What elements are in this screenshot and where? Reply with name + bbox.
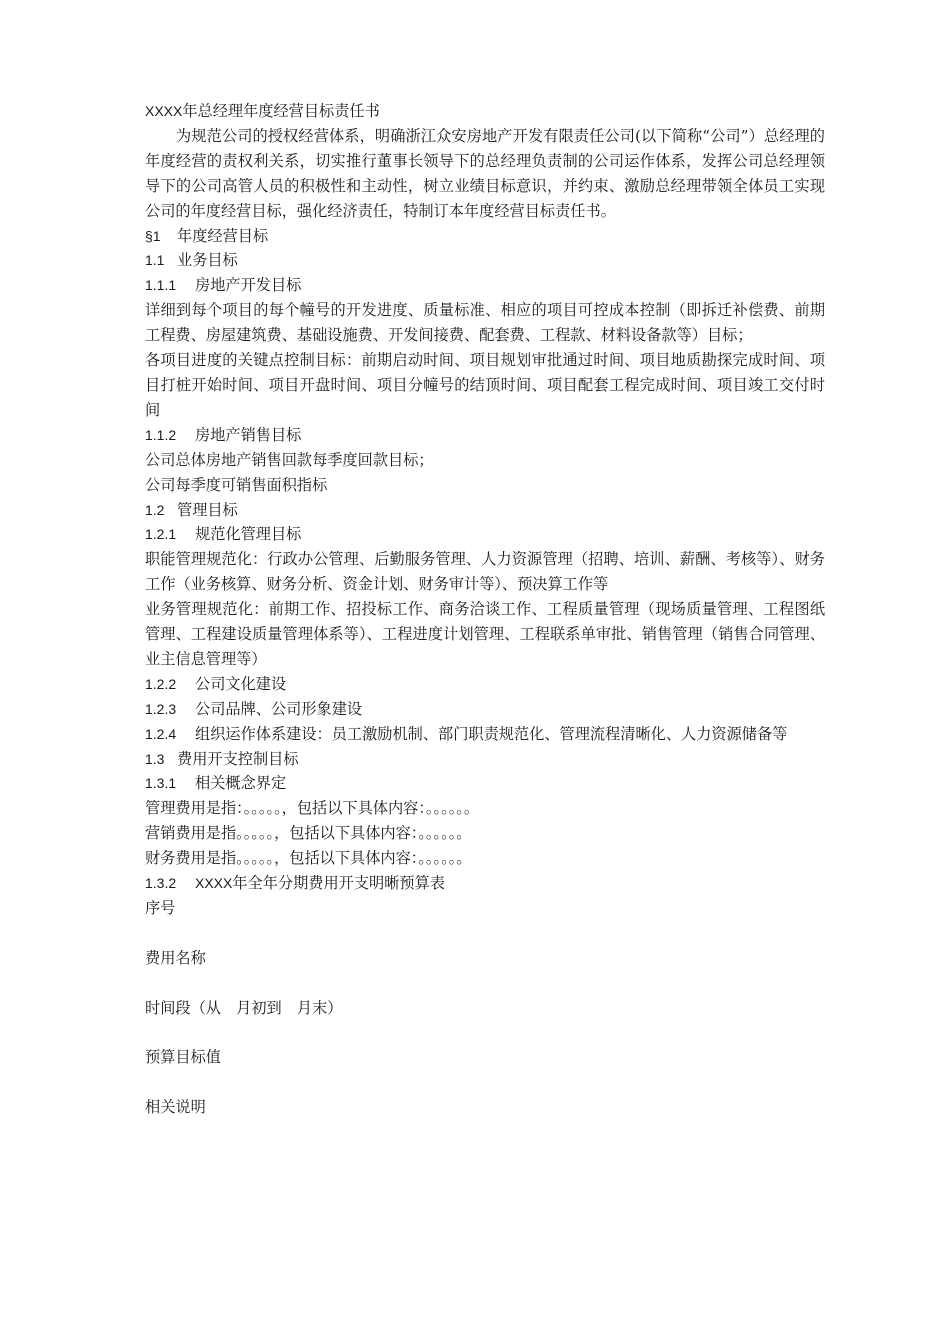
table-header-label: 预算目标值 xyxy=(145,1048,221,1067)
section-title: 管理目标 xyxy=(177,500,238,519)
table-header-label: 费用名称 xyxy=(145,948,206,967)
subsection-heading xyxy=(145,722,825,747)
subsection-heading xyxy=(145,423,825,448)
section-title: 公司品牌、公司形象建设 xyxy=(195,699,363,718)
section-number: 1.3.1 xyxy=(145,775,177,792)
section-number: 1.3.2 xyxy=(145,875,177,892)
subsection-heading xyxy=(145,871,825,896)
subsection-heading xyxy=(145,672,825,697)
definition-line: 营销费用是指。。。。。，包括以下具体内容：。。。。。。 xyxy=(145,824,472,843)
section-number: 1.2.1 xyxy=(145,526,177,543)
section-number: 1.1.2 xyxy=(145,426,177,443)
subsection-heading xyxy=(145,747,825,772)
section-number: 1.2 xyxy=(145,501,165,518)
section-title: 组织运作体系建设：员工激励机制、部门职责规范化、管理流程清晰化、人力资源储备等 xyxy=(195,724,788,743)
table-header-label: 时间段（从 月初到 月末） xyxy=(145,998,343,1017)
section-number: 1.2.2 xyxy=(145,675,177,692)
subsection-heading xyxy=(145,771,825,796)
section-number: §1 xyxy=(145,227,161,244)
section-heading xyxy=(145,224,825,249)
definition-line: 财务费用是指。。。。。，包括以下具体内容：。。。。。。 xyxy=(145,849,472,868)
section-title: 公司文化建设 xyxy=(195,674,287,693)
subsection-heading xyxy=(145,248,825,273)
table-header-label: 序号 xyxy=(145,899,176,917)
table-header-label: 相关说明 xyxy=(145,1098,206,1117)
subsection-heading xyxy=(145,522,825,547)
section-number: 1.1 xyxy=(145,252,165,269)
section-title: 费用开支控制目标 xyxy=(177,749,299,768)
body-paragraph: 详细到每个项目的每个幢号的开发进度、质量标准、相应的项目可控成本控制（即拆迁补偿费、前期工程费、房屋建筑费、基础设施费、开发间接费、配套费、工程款、材料设备款等）目标； xyxy=(145,301,825,345)
title-code: XXXX xyxy=(145,103,183,119)
section-number: 1.1.1 xyxy=(145,277,177,294)
body-paragraph: 公司总体房地产销售回款每季度回款目标； xyxy=(145,450,434,469)
subsection-heading xyxy=(145,498,825,523)
body-paragraph: 各项目进度的关键点控制目标：前期启动时间、项目规划审批通过时间、项目地质勘探完成时间、项目打桩开始时间、项目开盘时间、项目分幢号的结顶时间、项目配套工程完成时间、项目竣工交付时间 xyxy=(145,351,825,419)
section-number: 1.2.3 xyxy=(145,700,177,717)
section-title: 规范化管理目标 xyxy=(195,525,302,544)
year-code: XXXX xyxy=(195,875,233,892)
body-paragraph: 业务管理规范化：前期工作、招投标工作、商务洽谈工作、工程质量管理（现场质量管理、工程图纸管理、工程建设质量管理体系等）、工程进度计划管理、工程联系单审批、销售管理（销售合同管理、业主信息管理等） xyxy=(145,600,825,668)
section-title: 年全年分期费用开支明晰预算表 xyxy=(232,874,445,893)
section-title: 年度经营目标 xyxy=(177,226,269,245)
body-paragraph: 职能管理规范化：行政办公管理、后勤服务管理、人力资源管理（招聘、培训、薪酬、考核等）、财务工作（业务核算、财务分析、资金计划、财务审计等）、预决算工作等 xyxy=(145,550,825,594)
subsection-heading xyxy=(145,273,825,298)
definition-line: 管理费用是指：。。。。。，包括以下具体内容：。。。。。。 xyxy=(145,799,480,818)
section-title: 相关概念界定 xyxy=(195,774,287,793)
document-title xyxy=(145,99,825,124)
subsection-heading xyxy=(145,697,825,722)
section-title: 房地产销售目标 xyxy=(195,425,302,444)
section-number: 1.2.4 xyxy=(145,725,177,742)
body-paragraph: 公司每季度可销售面积指标 xyxy=(145,475,328,494)
section-title: 房地产开发目标 xyxy=(195,276,302,295)
title-text: 年总经理年度经营目标责任书 xyxy=(182,102,380,120)
section-number: 1.3 xyxy=(145,750,165,767)
document-page xyxy=(145,99,825,1145)
section-title: 业务目标 xyxy=(177,251,238,270)
intro-paragraph: 为规范公司的授权经营体系，明确浙江众安房地产开发有限责任公司(以下简称“公司”）总经理的年度经营的责权利关系，切实推行董事长领导下的总经理负责制的公司运作体系，发挥公司总经理领导下的公司高管人员的积极性和主动性，树立业绩目标意识，并约束、激励总经理带领全体员工实现公司的年度经营目标，强化经济责任，特制订本年度经营目标责任书。 xyxy=(145,126,825,220)
